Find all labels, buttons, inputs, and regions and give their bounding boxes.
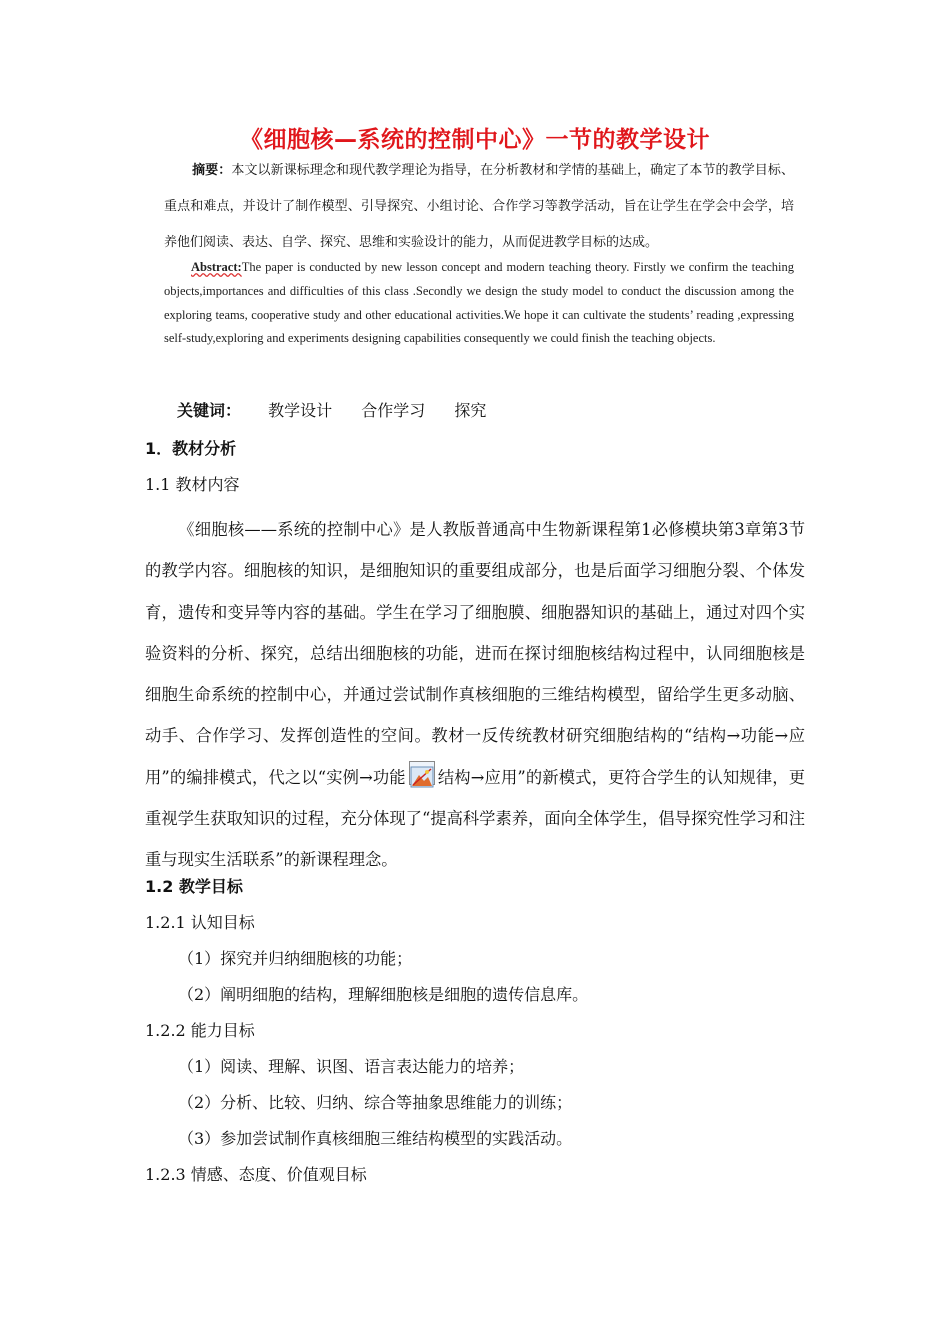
keyword-item: 合作学习 xyxy=(361,401,426,420)
english-abstract xyxy=(164,256,794,351)
body-paragraph xyxy=(145,509,805,881)
list-item: （3）参加尝试制作真核细胞三维结构模型的实践活动。 xyxy=(178,1129,573,1148)
subsection-heading: 1.2.1 认知目标 xyxy=(145,913,255,932)
list-item: （1）阅读、理解、识图、语言表达能力的培养； xyxy=(178,1057,525,1076)
abstract-text: 本文以新课标理念和现代教学理论为指导，在分析教材和学情的基础上，确定了本节的教学目标、重点和难点，并设计了制作模型、引导探究、小组讨论、合作学习等教学活动，旨在让学生在学会中会学，培养他们阅读、表达、自学、探究、思维和实验设计的能力，从而促进教学目标的达成。 xyxy=(164,163,794,250)
chinese-abstract xyxy=(164,153,794,261)
broken-image-icon xyxy=(409,761,435,785)
keyword-item: 教学设计 xyxy=(268,401,333,420)
abstract-label: 摘要： xyxy=(192,163,232,178)
subsection-heading: 1.2 教学目标 xyxy=(145,877,243,896)
paragraph-text: 《细胞核——系统的控制中心》是人教版普通高中生物新课程第1必修模块第3章第3节的教学内容。细胞核的知识，是细胞知识的重要组成部分，也是后面学习细胞分裂、个体发育，遗传和变异等内容的基础。学生在学习了细胞膜、细胞器知识的基础上，通过对四个实验资料的分析、探究，总结出细胞核的功能，进而在探讨细胞核结构过程中，认同细胞核是细胞生命系统的控制中心，并通过尝试制作真核细胞的三维结构模型，留给学生更多动脑、动手、合作学习、发挥创造性的空间。教材一反传统教材研究细胞结构的“结构→功能→应用”的编排模式，代之以“实例→功能 xyxy=(145,520,805,787)
list-item: （1）探究并归纳细胞核的功能； xyxy=(178,949,413,968)
subsection-heading: 1.2.2 能力目标 xyxy=(145,1021,255,1040)
document-title: 《细胞核—系统的控制中心》一节的教学设计 xyxy=(240,127,710,153)
list-item: （2）阐明细胞的结构，理解细胞核是细胞的遗传信息库。 xyxy=(178,985,589,1004)
keyword-item: 探究 xyxy=(454,401,487,420)
abstract-text-en: The paper is conducted by new lesson concept and modern teaching theory. Firstly we confirm the teaching objects,importances and difficulties of this class .Secondly we design the study model to conduct the discussion among the exploring teams, cooperative study and other educational activities.We hope it can cultivate the students’ reading ,expressing self-study,exploring and experiments designing capabilities consequently we could finish the teaching objects. xyxy=(164,260,794,346)
subsection-heading: 1.2.3 情感、态度、价值观目标 xyxy=(145,1165,367,1184)
abstract-label-en: Abstract: xyxy=(191,260,242,274)
subsection-heading: 1.1 教材内容 xyxy=(145,475,240,494)
list-item: （2）分析、比较、归纳、综合等抽象思维能力的训练； xyxy=(178,1093,573,1112)
keywords-line xyxy=(177,398,510,421)
keywords-label: 关键词： xyxy=(177,401,242,420)
paragraph-text: 结构→应用”的新模式，更符合学生的认知规律，更重视学生获取知识的过程，充分体现了“提高科学素养，面向全体学生，倡导探究性学习和注重与现实生活联系”的新课程理念。 xyxy=(145,767,805,870)
section-heading: 1．教材分析 xyxy=(145,439,237,458)
